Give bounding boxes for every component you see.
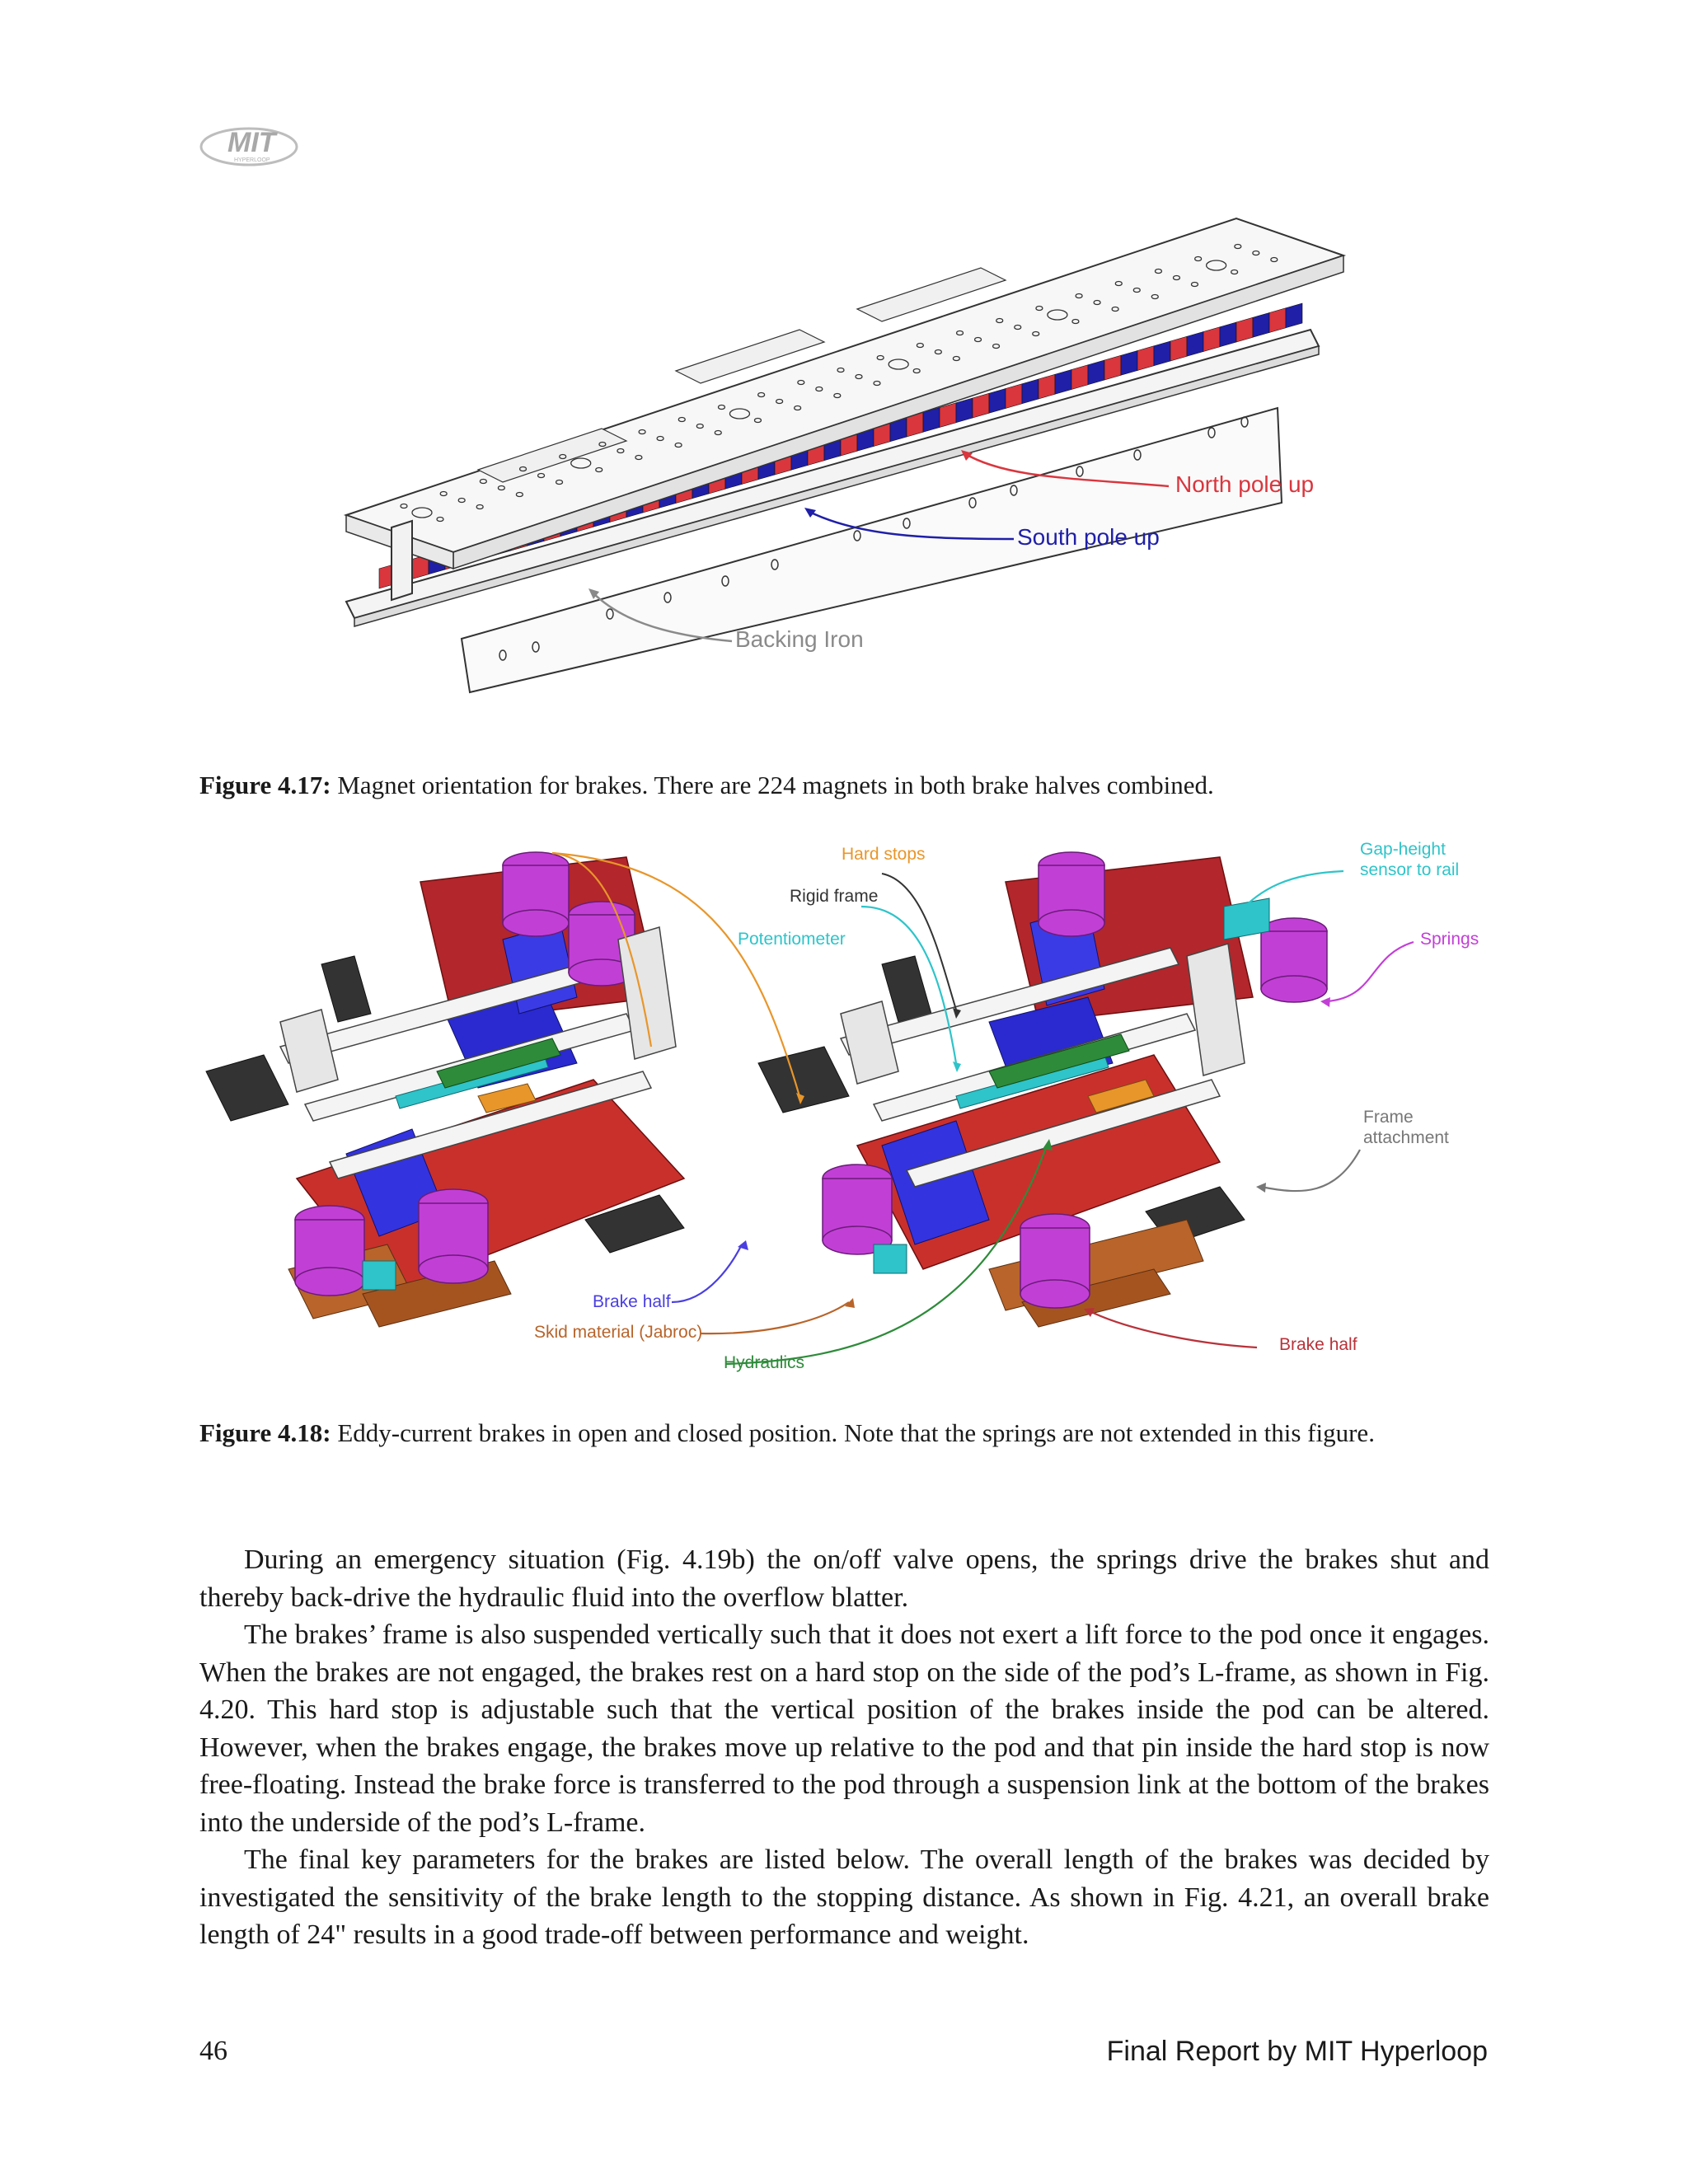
magnet-north — [973, 393, 989, 418]
magnet-north — [1236, 317, 1253, 342]
label-potentiometer: Potentiometer — [738, 930, 846, 949]
magnet-north — [1269, 308, 1286, 333]
magnet-south — [1121, 351, 1137, 376]
right-brake-assembly — [758, 852, 1327, 1327]
label-brake-half-right: Brake half — [1279, 1335, 1357, 1354]
magnet-north — [1039, 374, 1055, 399]
label-gap-height-line1: Gap-height — [1360, 840, 1446, 859]
magnet-north — [940, 403, 956, 428]
magnet-south — [1220, 322, 1236, 347]
label-north-pole-up: North pole up — [1175, 471, 1315, 497]
figure-4-17-caption — [199, 768, 1489, 803]
paragraph-2: The brakes’ frame is also suspended vertically such that it does not exert a lift force to the pod once it engages. When the brakes are not engaged, the brakes rest on a hard stop on the side of the pod’s L-frame, as shown in Fig. 4.20. This hard stop is adjustable such that the vertical position of the brakes inside the pod can be altered. However, when the brakes engage, the brakes move up relative to the pod and that pin inside the hard stop is now free-floating. Instead the brake force is transferred to the pod through a suspension link at the bottom of the brakes into the underside of the pod’s L-frame. — [199, 1619, 1489, 1838]
label-gap-height-sensor — [1360, 839, 1459, 880]
label-south-pole-up: South pole up — [1017, 524, 1160, 550]
label-brake-half-left: Brake half — [593, 1292, 671, 1311]
magnet-north — [1006, 384, 1022, 409]
label-frame-attachment-line2: attachment — [1363, 1128, 1449, 1147]
mit-hyperloop-logo — [198, 115, 305, 173]
magnet-south — [1187, 332, 1203, 357]
magnet-north — [1137, 346, 1154, 371]
label-backing-iron: Backing Iron — [735, 626, 864, 652]
page-number: 46 — [199, 2036, 227, 2066]
label-hydraulics: Hydraulics — [724, 1353, 805, 1372]
magnet-south — [1286, 303, 1302, 328]
figure-4-18-caption — [199, 1416, 1489, 1451]
caption-text: Magnet orientation for brakes. There are 224 magnets in both brake halves combined. — [331, 771, 1214, 799]
caption-label: Figure 4.18: — [199, 1418, 331, 1447]
caption-label: Figure 4.17: — [199, 771, 331, 799]
magnet-south — [1253, 313, 1269, 338]
left-brake-assembly — [206, 852, 684, 1327]
magnet-south — [1022, 379, 1039, 404]
paragraph-3: The final key parameters for the brakes are listed below. The overall length of the brakes was decided by investigated the sensitivity of the brake length to the stopping distance. As shown in Fig. 4.21, an overall brake length of 24" results in a good trade-off between performance and weight. — [199, 1844, 1489, 1950]
figure-4-18-eddy-current-brakes — [198, 832, 1492, 1385]
label-hard-stops: Hard stops — [842, 845, 926, 864]
label-springs: Springs — [1420, 930, 1479, 949]
magnet-south — [989, 389, 1006, 414]
body-text — [199, 1541, 1489, 1954]
label-gap-height-line2: sensor to rail — [1360, 860, 1460, 879]
logo-subtext: HYPERLOOP — [234, 157, 270, 163]
label-frame-attachment-line1: Frame — [1363, 1108, 1414, 1127]
magnet-north — [1104, 355, 1121, 380]
label-frame-attachment — [1363, 1107, 1449, 1148]
label-rigid-frame: Rigid frame — [790, 887, 879, 906]
magnet-north — [1170, 336, 1187, 361]
magnet-south — [1088, 360, 1104, 385]
magnet-south — [1055, 370, 1071, 395]
magnet-south — [1154, 341, 1170, 366]
paragraph-1: During an emergency situation (Fig. 4.19b) the on/off valve opens, the springs drive the brakes shut and thereby back-drive the hydraulic fluid into the overflow blatter. — [199, 1544, 1489, 1613]
logo-text: MIT — [227, 127, 276, 158]
footer-report-title: Final Report by MIT Hyperloop — [1106, 2036, 1488, 2067]
magnet-north — [1203, 327, 1220, 352]
caption-text: Eddy-current brakes in open and closed position. Note that the springs are not extended in this figure. — [331, 1418, 1375, 1447]
magnet-north — [1071, 365, 1088, 390]
magnet-south — [956, 398, 973, 423]
figure-4-17-magnet-orientation — [330, 206, 1360, 701]
label-skid-material: Skid material (Jabroc) — [534, 1323, 703, 1342]
